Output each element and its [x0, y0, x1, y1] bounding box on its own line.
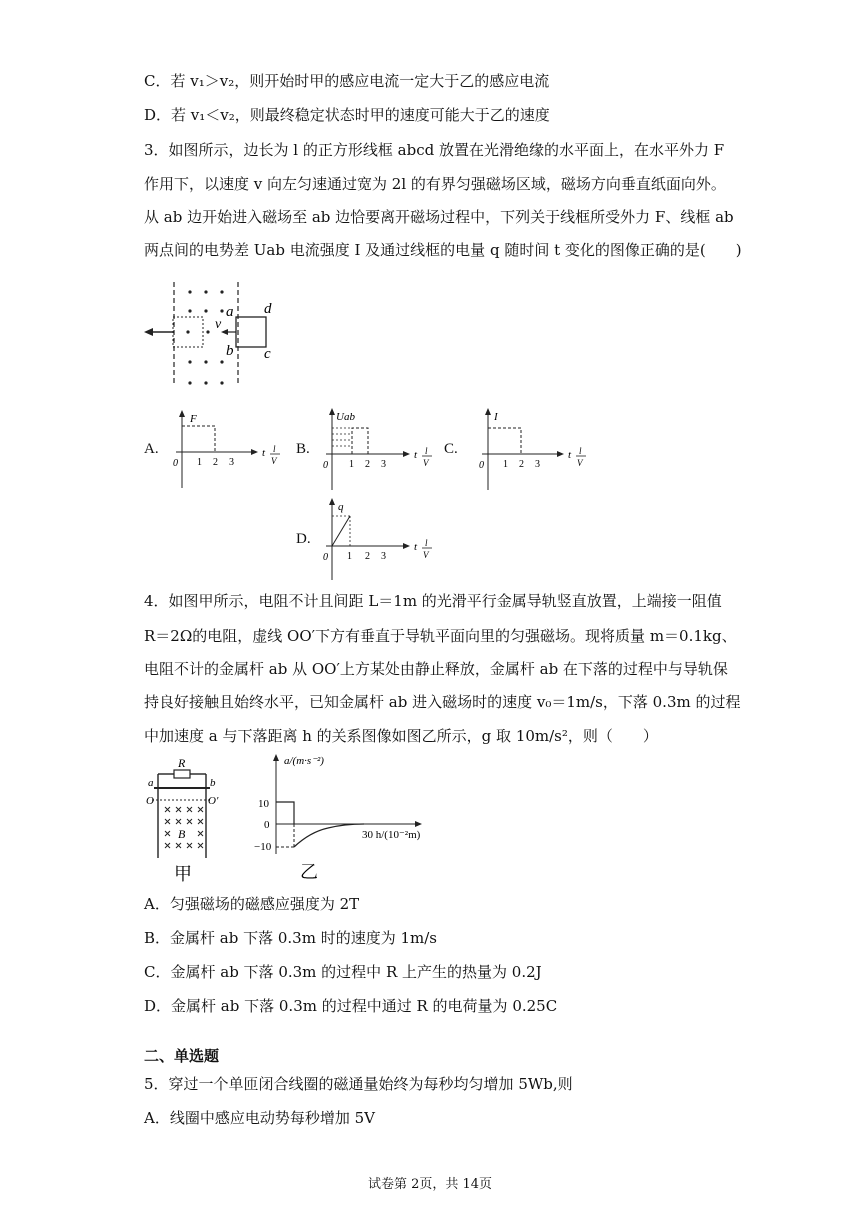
- svg-text:V: V: [423, 550, 429, 560]
- svg-text:0: 0: [264, 819, 270, 831]
- svg-text:O: O: [146, 795, 154, 807]
- svg-text:1: 1: [349, 459, 354, 470]
- svg-text:2: 2: [365, 459, 370, 470]
- q3-option-d-label: D.: [296, 531, 311, 547]
- svg-text:3: 3: [381, 551, 386, 562]
- svg-text:q: q: [338, 501, 344, 513]
- svg-text:10: 10: [258, 798, 269, 810]
- svg-text:l: l: [425, 446, 428, 456]
- q4-option-a: A．匀强磁场的磁感应强度为 2T: [144, 895, 360, 913]
- q4-option-d: D．金属杆 ab 下落 0.3m 的过程中通过 R 的电荷量为 0.25C: [144, 997, 558, 1015]
- svg-text:30 h/(10⁻²m): 30 h/(10⁻²m): [362, 829, 421, 841]
- label-b: b: [226, 343, 234, 359]
- label-c: c: [264, 346, 271, 362]
- q3-stem-line4: 两点间的电势差 Uab 电流强度 I 及通过线框的电量 q 随时间 t 变化的图像正确的是( ): [144, 241, 742, 259]
- svg-text:0: 0: [323, 460, 328, 471]
- q2-option-c: C．若 v₁＞v₂，则开始时甲的感应电流一定大于乙的感应电流: [144, 72, 550, 90]
- svg-text:Uab: Uab: [336, 411, 355, 423]
- label-v: v: [215, 317, 222, 332]
- q3-field-diagram: [140, 280, 290, 390]
- svg-text:O′: O′: [208, 795, 219, 807]
- svg-text:t: t: [414, 449, 418, 461]
- svg-text:F: F: [190, 413, 197, 425]
- svg-text:2: 2: [213, 457, 218, 468]
- q4-stem-line2: R＝2Ω的电阻，虚线 OO′下方有垂直于导轨平面向里的匀强磁场。现将质量 m＝0.1kg、: [144, 627, 737, 645]
- svg-text:1: 1: [197, 457, 202, 468]
- svg-text:2: 2: [519, 459, 524, 470]
- svg-text:0: 0: [479, 460, 484, 471]
- svg-text:t: t: [262, 447, 266, 459]
- svg-text:l: l: [579, 446, 582, 456]
- svg-text:a: a: [148, 777, 154, 789]
- svg-text:a/(m·s⁻²): a/(m·s⁻²): [284, 755, 324, 767]
- q3-graph-c: [474, 406, 594, 492]
- label-a: a: [226, 304, 234, 320]
- svg-text:V: V: [423, 458, 429, 468]
- svg-text:0: 0: [323, 552, 328, 563]
- svg-text:0: 0: [173, 458, 178, 469]
- svg-text:I: I: [494, 411, 498, 423]
- svg-text:2: 2: [365, 551, 370, 562]
- svg-text:l: l: [273, 444, 276, 454]
- q4-figure-yi: [240, 752, 440, 882]
- label-d: d: [264, 301, 272, 317]
- svg-text:乙: 乙: [300, 862, 318, 882]
- q4-stem-line1: 4．如图甲所示，电阻不计且间距 L＝1m 的光滑平行金属导轨竖直放置，上端接一阻值: [144, 592, 722, 610]
- svg-text:V: V: [577, 458, 583, 468]
- svg-text:3: 3: [535, 459, 540, 470]
- q3-stem-line1: 3．如图所示，边长为 l 的正方形线框 abcd 放置在光滑绝缘的水平面上，在水平外力 F: [144, 141, 725, 159]
- svg-text:B: B: [178, 827, 186, 841]
- q3-stem-line3: 从 ab 边开始进入磁场至 ab 边恰要离开磁场过程中，下列关于线框所受外力 F、线框 ab: [144, 208, 734, 226]
- q3-option-c-label: C.: [444, 441, 458, 457]
- svg-text:甲: 甲: [174, 864, 192, 884]
- svg-text:3: 3: [381, 459, 386, 470]
- svg-text:b: b: [210, 777, 216, 789]
- svg-text:t: t: [414, 541, 418, 553]
- q4-option-c: C．金属杆 ab 下落 0.3m 的过程中 R 上产生的热量为 0.2J: [144, 963, 542, 981]
- q3-option-a-label: A.: [144, 441, 159, 457]
- q3-graph-d: [318, 496, 443, 582]
- svg-text:1: 1: [347, 551, 352, 562]
- q3-stem-line2: 作用下，以速度 v 向左匀速通过宽为 2l 的有界匀强磁场区域，磁场方向垂直纸面向外。: [144, 175, 726, 193]
- q3-graph-b: [318, 406, 443, 492]
- q3-option-b-label: B.: [296, 441, 310, 457]
- svg-text:3: 3: [229, 457, 234, 468]
- q2-option-d: D．若 v₁＜v₂，则最终稳定状态时甲的速度可能大于乙的速度: [144, 106, 550, 124]
- q4-figure-jia: [140, 756, 225, 886]
- q4-stem-line3: 电阻不计的金属杆 ab 从 OO′上方某处由静止释放，金属杆 ab 在下落的过程中与导轨保: [144, 660, 728, 678]
- q5-option-a: A．线圈中感应电动势每秒增加 5V: [144, 1109, 375, 1127]
- section-title: 二、单选题: [144, 1047, 220, 1065]
- svg-text:l: l: [425, 538, 428, 548]
- svg-text:R: R: [178, 756, 186, 770]
- svg-text:1: 1: [503, 459, 508, 470]
- page-footer: 试卷第 2页，共 14页: [367, 1177, 493, 1192]
- q4-stem-line5: 中加速度 a 与下落距离 h 的关系图像如图乙所示，g 取 10m/s²，则（ ）: [144, 727, 658, 745]
- svg-text:−10: −10: [254, 841, 272, 853]
- q4-option-b: B．金属杆 ab 下落 0.3m 时的速度为 1m/s: [144, 929, 438, 947]
- q3-graph-a: [168, 408, 288, 490]
- svg-text:t: t: [568, 449, 572, 461]
- q5-stem: 5．穿过一个单匝闭合线圈的磁通量始终为每秒均匀增加 5Wb,则: [144, 1075, 573, 1093]
- svg-text:V: V: [271, 456, 277, 466]
- q4-stem-line4: 持良好接触且始终水平，已知金属杆 ab 进入磁场时的速度 v₀＝1m/s，下落 0.3m 的过程: [144, 693, 741, 711]
